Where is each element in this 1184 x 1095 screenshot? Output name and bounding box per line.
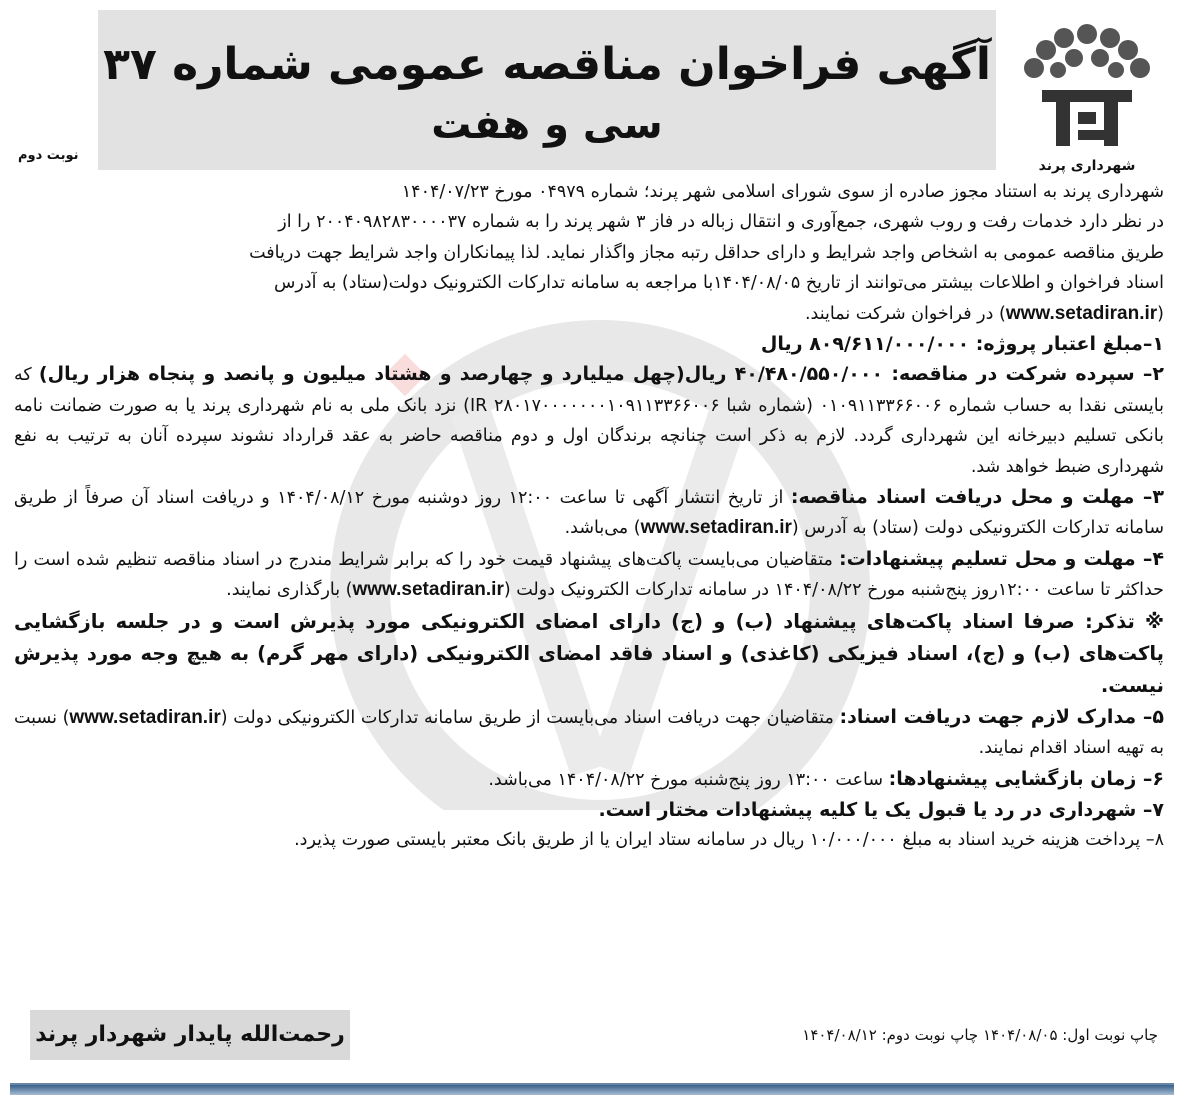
item-2-text: که بایستی نقدا به حساب شماره ۰۱۰۹۱۱۳۳۶۶۰۰۶ (شماره شبا IR ۲۸۰۱۷۰۰۰۰۰۰۰۱۰۹۱۱۳۳۶۶۰۰۶) نزد بانک ملی به نام شهرداری پرند یا به صورت ضمانت نامه بانکی تسلیم دبیرخانه این شهرداری گردد. لازم به ذکر است چنانچه برندگان اول و دوم مناقصه حاضر به عقد قرارداد نشوند سپرده آنان به ترتیب به نفع شهرداری ضبط خواهد شد. xyxy=(14,365,1165,477)
item-4-heading: ۴– مهلت و محل تسلیم پیشنهادات: xyxy=(839,547,1164,570)
setad-link[interactable]: www.setadiran.ir xyxy=(1005,302,1158,324)
item-7: ۷– شهرداری در رد یا قبول یک یا کلیه پیشنهادات مختار است. xyxy=(598,798,1164,821)
setad-link[interactable]: www.setadiran.ir xyxy=(352,579,504,601)
item-4-end: بارگذاری نمایند. xyxy=(226,580,341,601)
municipality-logo xyxy=(1012,16,1162,174)
setad-link[interactable]: www.setadiran.ir xyxy=(640,517,792,539)
item-3-text: از تاریخ انتشار آگهی تا ساعت ۱۲:۰۰ روز دوشنبه مورخ ۱۴۰۴/۰۸/۱۲ و دریافت اسناد آن صرفاً از طریق سامانه تدارکات الکترونیکی دولت (ستاد) به آدرس xyxy=(14,488,1164,539)
edition-label: نوبت دوم xyxy=(18,148,79,163)
item-1: ۱–مبلغ اعتبار پروژه: ۸۰۹/۶۱۱/۰۰۰/۰۰۰ ریال xyxy=(760,333,1164,356)
item-5-end: نسبت به تهیه اسناد اقدام نمایند. xyxy=(14,707,1164,759)
print-dates: چاپ نوبت اول: ۱۴۰۴/۰۸/۰۵ چاپ نوبت دوم: ۱۴۰۴/۰۸/۱۲ xyxy=(802,1026,1158,1044)
intro-line: طریق مناقصه عمومی به اشخاص واجد شرایط و دارای حداقل رتبه مجاز واگذار نماید. لذا پیمانکاران واجد شرایط جهت دریافت xyxy=(249,242,1164,263)
item-5-text: متقاضیان جهت دریافت اسناد می‌بایست از طریق سامانه تدارکات الکترونیکی دولت xyxy=(233,707,834,728)
item-4: ۴– مهلت و محل تسلیم پیشنهادات: متقاضیان می‌بایست پاکت‌های پیشنهاد قیمت خود را که برابر شرایط مندرج در اسناد مناقصه تنظیم شده است را حداکثر تا ساعت ۱۲:۰۰روز پنج‌شنبه مورخ ۱۴۰۴/۰۸/۲۲ در سامانه تدارکات الکترونیک دولت (www.setadiran.ir) بارگذاری نمایند. xyxy=(14,547,1164,601)
item-8: ۸– پرداخت هزینه خرید اسناد به مبلغ ۱۰/۰۰۰/۰۰۰ ریال در سامانه ستاد ایران یا از طریق بانک معتبر بایستی صورت پذیرد. xyxy=(294,830,1164,851)
page-bottom-border xyxy=(10,1083,1174,1095)
intro-line: در نظر دارد خدمات رفت و روب شهری، جمع‌آوری و انتقال زباله در فاز ۳ شهر پرند را به شماره ۲۰۰۴۰۹۸۲۸۳۰۰۰۰۳۷ را از xyxy=(278,212,1164,233)
setad-link[interactable]: www.setadiran.ir xyxy=(69,706,221,728)
item-6 xyxy=(14,764,1164,795)
signature-box: رحمت‌الله پایدار شهردار پرند xyxy=(30,1010,350,1060)
item-5: ۵– مدارک لازم جهت دریافت اسناد: متقاضیان جهت دریافت اسناد می‌بایست از طریق سامانه تدارکات الکترونیکی دولت (www.setadiran.ir) نسبت به تهیه اسناد اقدام نمایند. xyxy=(14,705,1164,759)
item-2 xyxy=(14,359,1164,482)
item-3-end: می‌باشد. xyxy=(564,518,629,539)
item-6-heading: ۶– زمان بازگشایی پیشنهادها: xyxy=(888,767,1164,790)
intro-line: شهرداری پرند به استناد مجوز صادره از سوی شورای اسلامی شهر پرند؛ شماره ۰۴۹۷۹ مورخ ۱۴۰۴/۰۷/۲۳ xyxy=(401,182,1164,202)
title-banner xyxy=(98,10,996,170)
item-3: ۳– مهلت و محل دریافت اسناد مناقصه: از تاریخ انتشار آگهی تا ساعت ۱۲:۰۰ روز دوشنبه مورخ ۱۴۰۴/۰۸/۱۲ و دریافت اسناد آن صرفاً از طریق سامانه تدارکات الکترونیکی دولت (ستاد) به آدرس (www.setadiran.ir) می‌باشد. xyxy=(14,486,1164,539)
item-5-heading: ۵– مدارک لازم جهت دریافت اسناد: xyxy=(839,705,1164,728)
page-subtitle: سی و هفت xyxy=(431,102,663,148)
page-title: آگهی فراخوان مناقصه عمومی شماره ۳۷ xyxy=(103,39,991,90)
logo-emblem-icon xyxy=(1012,16,1162,156)
item-4-text: متقاضیان می‌بایست پاکت‌های پیشنهاد قیمت خود را که برابر شرایط مندرج در اسناد مناقصه تنظیم شده است را حداکثر تا ساعت ۱۲:۰۰روز پنج‌شنبه مورخ ۱۴۰۴/۰۸/۲۲ در سامانه تدارکات الکترونیک دولت xyxy=(14,549,1164,601)
intro-end: در فراخوان شرکت نمایند. xyxy=(804,303,994,324)
item-6-text: ساعت ۱۳:۰۰ روز پنج‌شنبه مورخ ۱۴۰۴/۰۸/۲۲ می‌باشد. xyxy=(488,769,884,790)
intro-line: (www.setadiran.ir) در فراخوان شرکت نمایند. xyxy=(804,302,1164,324)
logo-caption: شهرداری پرند xyxy=(1038,158,1136,174)
notice-remark: ※ تذکر: صرفا اسناد پاکت‌های پیشنهاد (ب) و (ج) دارای امضای الکترونیکی مورد پذیرش است و در جلسه بازگشایی پاکت‌های (ب) و (ج)، اسناد فیزیکی (کاغذی) و اسناد فاقد امضای الکترونیکی (دارای مهر گرم) به هیچ وجه مورد پذیرش نیست. xyxy=(14,609,1164,697)
notice-body xyxy=(14,177,1164,856)
intro-line: اسناد فراخوان و اطلاعات بیشتر می‌توانند از تاریخ ۱۴۰۴/۰۸/۰۵با مراجعه به سامانه تدارکات الکترونیک دولت(ستاد) به آدرس xyxy=(274,273,1164,294)
item-2-heading: ۲– سپرده شرکت در مناقصه: ۴۰/۴۸۰/۵۵۰/۰۰۰ ریال(چهل میلیارد و چهارصد و هشتاد میلیون و پانصد و پنجاه هزار ریال) xyxy=(38,363,1164,386)
item-3-heading: ۳– مهلت و محل دریافت اسناد مناقصه: xyxy=(790,486,1164,509)
